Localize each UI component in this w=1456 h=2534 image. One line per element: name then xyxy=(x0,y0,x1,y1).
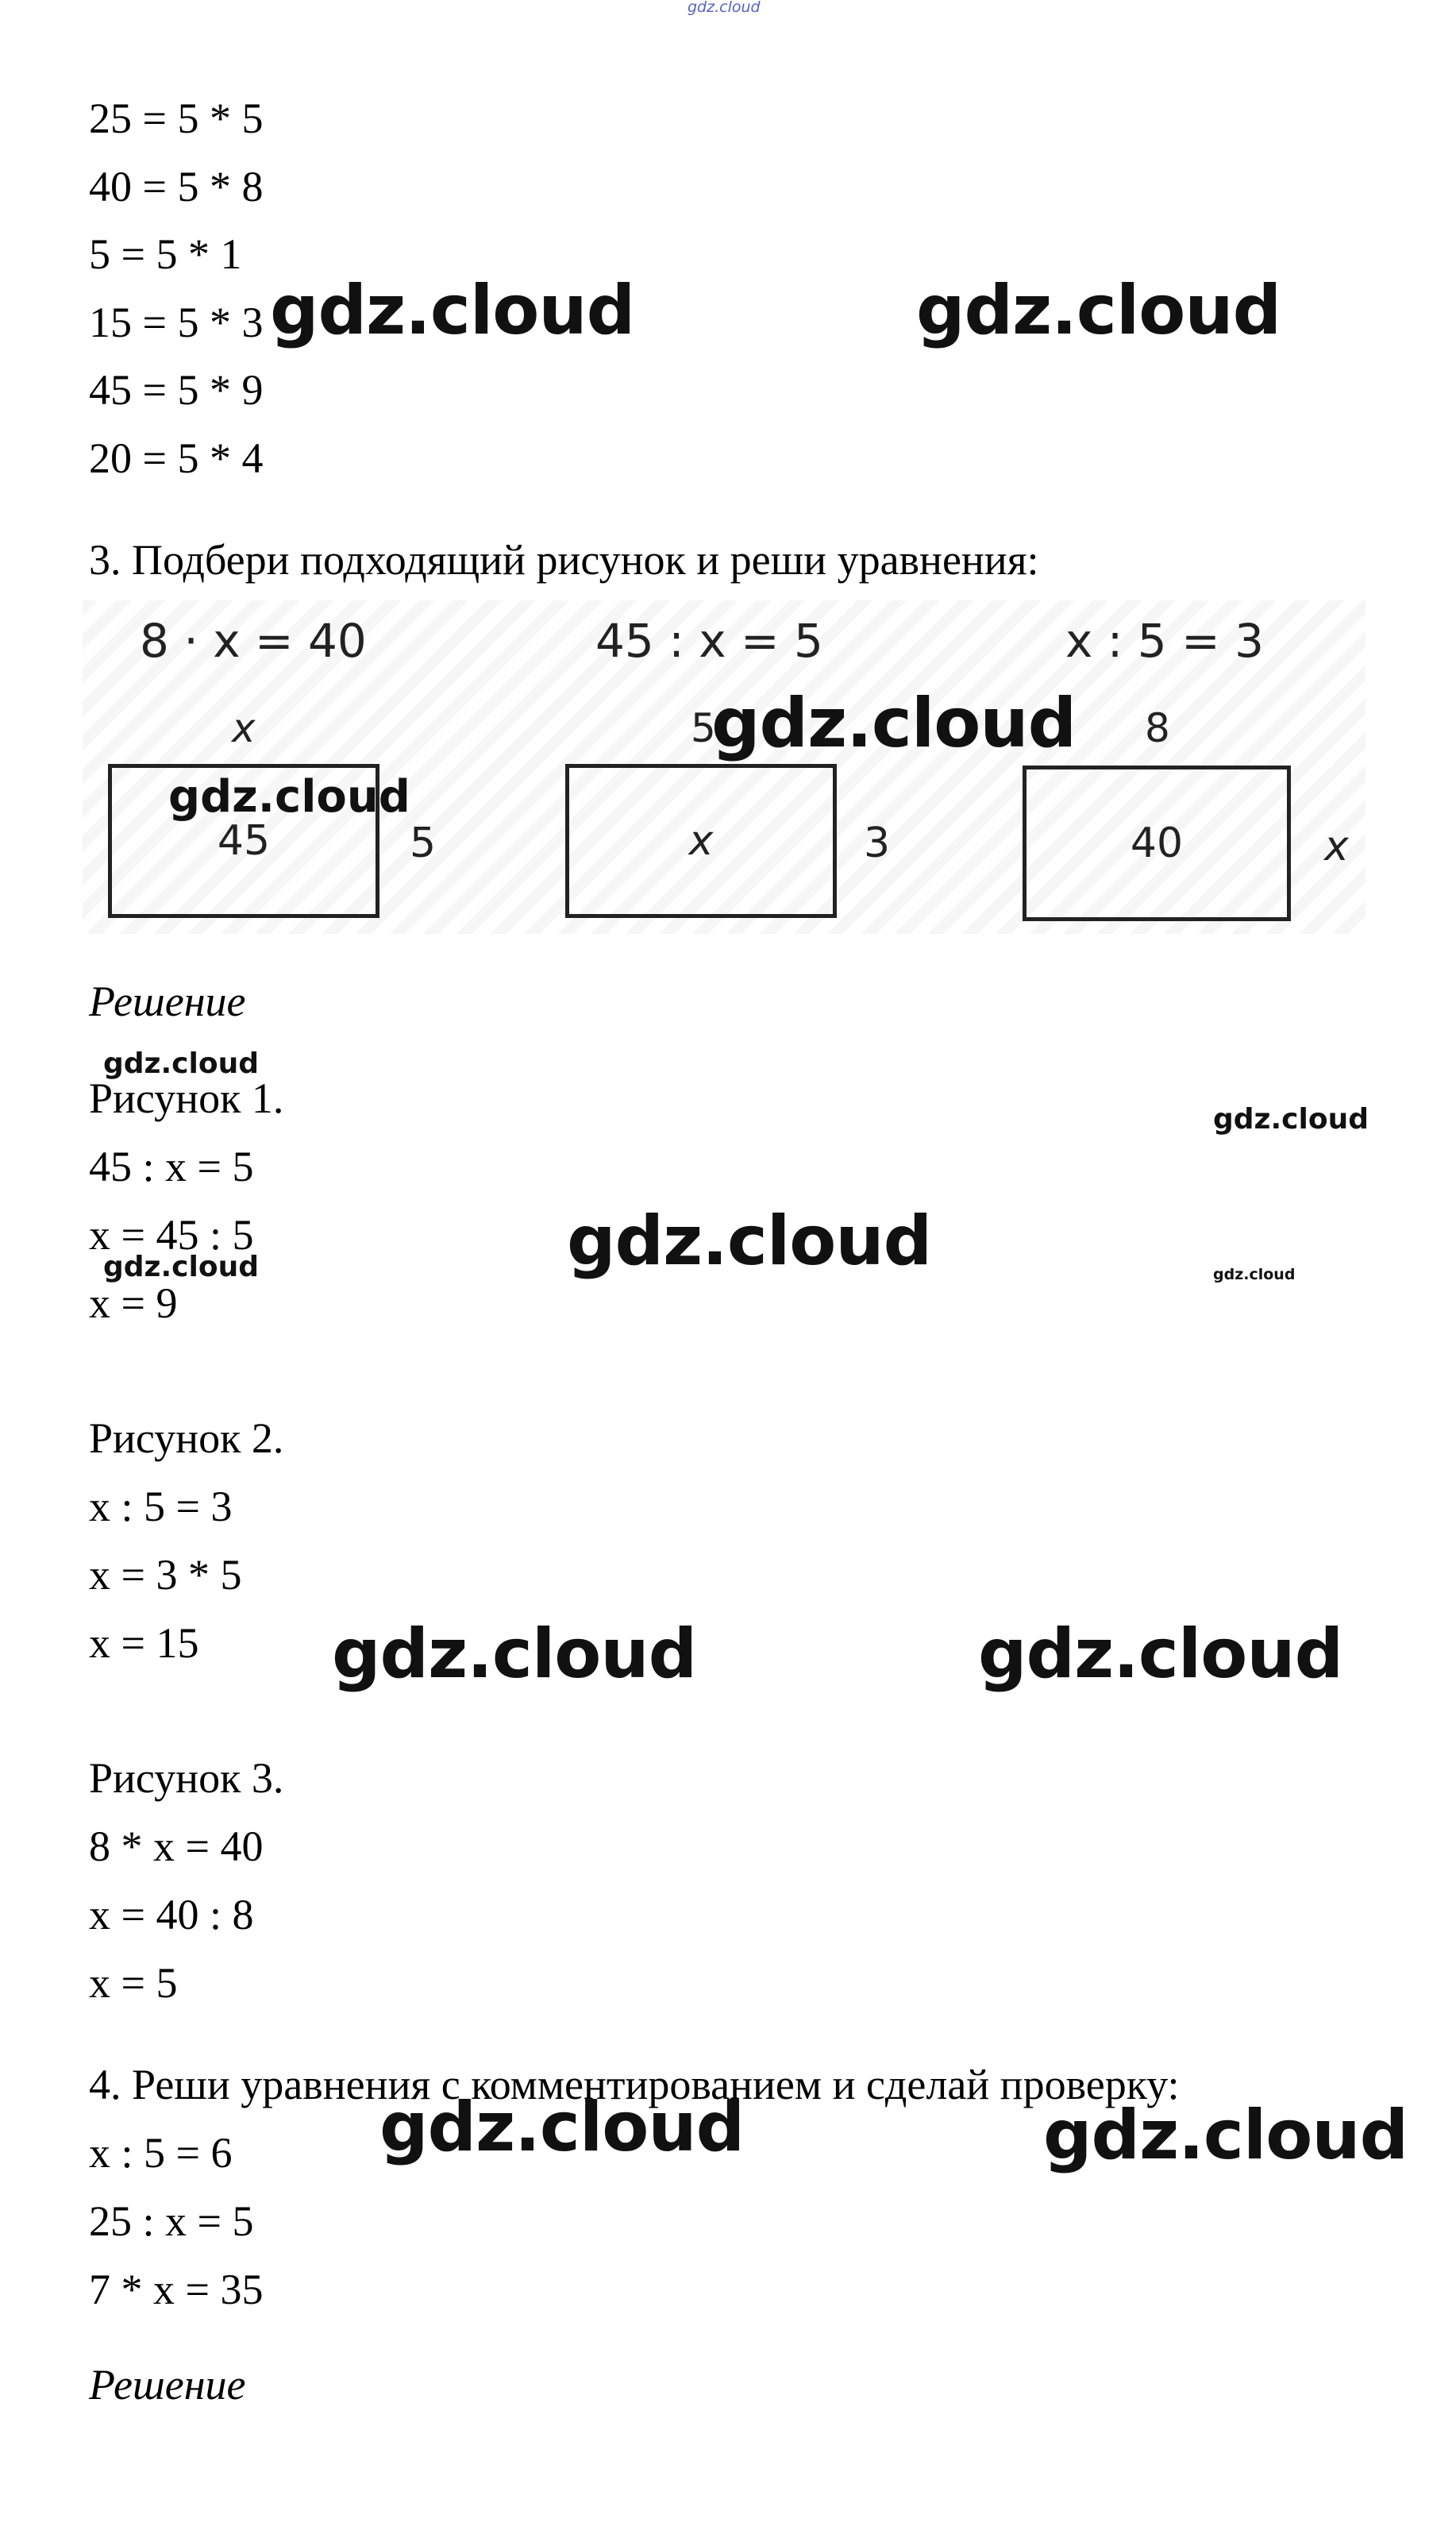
watermark: gdz.cloud xyxy=(332,1614,697,1694)
solution-line: x = 45 : 5 xyxy=(89,1211,254,1259)
equation-line: 15 = 5 * 3 xyxy=(89,299,264,346)
rect2-right-label: 3 xyxy=(864,820,891,867)
rectangle-3 xyxy=(1023,766,1291,921)
rect1-right-label: 5 xyxy=(410,820,437,867)
picture-title: Рисунок 2. xyxy=(89,1414,284,1462)
watermark: gdz.cloud xyxy=(379,2088,745,2167)
watermark: gdz.cloud xyxy=(1213,1266,1296,1283)
solution-label: Решение xyxy=(89,2361,246,2409)
watermark: gdz.cloud xyxy=(567,1201,932,1281)
rect1-top-label: x xyxy=(232,705,256,751)
rect2-top-label: 5 xyxy=(691,705,716,751)
figure-equation-1: 8 · x = 40 xyxy=(140,614,367,668)
rect1-inside-label: 45 xyxy=(217,817,271,865)
solution-line: x = 3 * 5 xyxy=(89,1551,242,1599)
top-watermark: gdz.cloud xyxy=(688,0,761,16)
equation-line: 5 = 5 * 1 xyxy=(89,230,242,278)
watermark: gdz.cloud xyxy=(916,271,1281,350)
task4-equation: 25 : x = 5 xyxy=(89,2197,254,2245)
equation-line: 45 = 5 * 9 xyxy=(89,366,264,414)
task4-equation: 7 * x = 35 xyxy=(89,2266,264,2313)
equation-line: 40 = 5 * 8 xyxy=(89,163,264,210)
solution-line: x : 5 = 3 xyxy=(89,1483,233,1530)
watermark: gdz.cloud xyxy=(711,684,1077,763)
figure-equation-3: x : 5 = 3 xyxy=(1065,614,1265,668)
solution-line: x = 40 : 8 xyxy=(89,1891,254,1938)
picture-title: Рисунок 1. xyxy=(89,1074,284,1122)
solution-line: 8 * x = 40 xyxy=(89,1822,264,1870)
watermark: gdz.cloud xyxy=(1043,2096,1408,2175)
rect3-top-label: 8 xyxy=(1145,705,1170,751)
watermark: gdz.cloud xyxy=(978,1614,1343,1694)
figure-equation-2: 45 : x = 5 xyxy=(595,614,823,668)
picture-title: Рисунок 3. xyxy=(89,1754,284,1802)
solution-line: x = 15 xyxy=(89,1619,199,1667)
rect3-right-label: x xyxy=(1324,823,1349,870)
equation-line: 25 = 5 * 5 xyxy=(89,94,264,142)
task3-title: 3. Подбери подходящий рисунок и реши уравнения: xyxy=(89,536,1039,584)
watermark: gdz.cloud xyxy=(103,1047,259,1080)
task4-title: 4. Реши уравнения с комментированием и сделай проверку: xyxy=(89,2061,1180,2108)
rect2-inside-label: x xyxy=(688,817,714,865)
rectangle-2 xyxy=(565,764,837,918)
solution-line: 45 : x = 5 xyxy=(89,1143,254,1190)
solution-line: x = 9 xyxy=(89,1279,178,1327)
watermark: gdz.cloud xyxy=(168,771,410,823)
solution-line: x = 5 xyxy=(89,1959,178,2007)
watermark: gdz.cloud xyxy=(1213,1103,1369,1136)
equation-line: 20 = 5 * 4 xyxy=(89,434,264,482)
task4-equation: x : 5 = 6 xyxy=(89,2129,233,2177)
watermark: gdz.cloud xyxy=(103,1251,259,1283)
rect3-inside-label: 40 xyxy=(1130,820,1184,867)
watermark: gdz.cloud xyxy=(270,271,635,350)
solution-label: Решение xyxy=(89,978,246,1025)
